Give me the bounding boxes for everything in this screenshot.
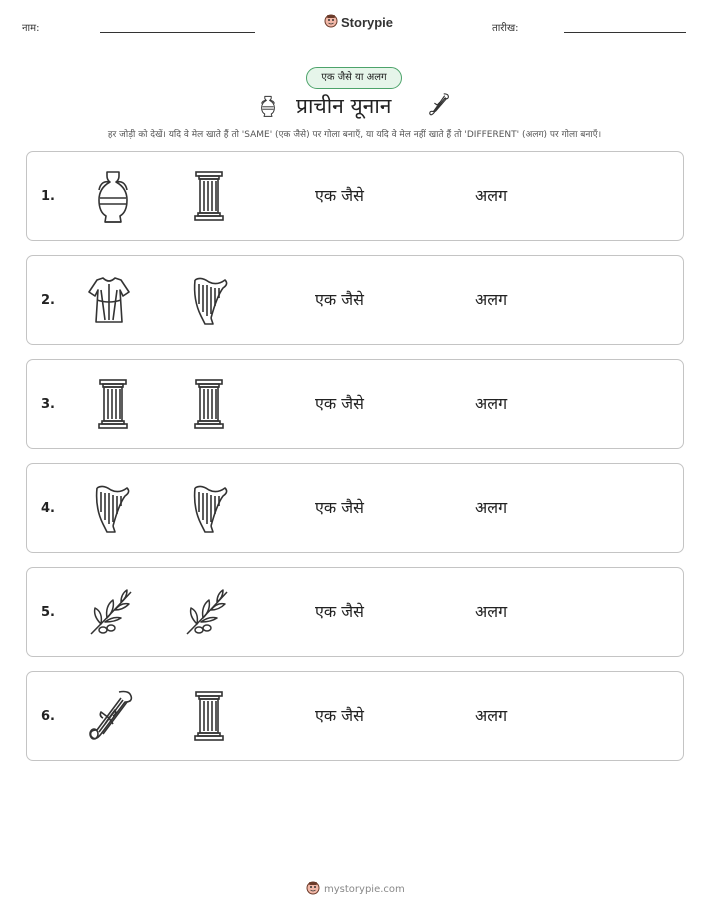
title-row xyxy=(0,88,709,122)
olive-branch-icon xyxy=(177,582,237,642)
different-option[interactable]: अलग xyxy=(475,290,508,309)
question-card-5 xyxy=(26,567,684,657)
question-number: 3. xyxy=(41,397,55,412)
question-number: 5. xyxy=(41,605,55,620)
footer-url[interactable]: mystorypie.com xyxy=(324,884,405,895)
same-option[interactable]: एक जैसे xyxy=(315,290,364,309)
harp-icon xyxy=(179,478,239,538)
same-option[interactable]: एक जैसे xyxy=(315,602,364,621)
question-card-2 xyxy=(26,255,684,345)
question-number: 4. xyxy=(41,501,55,516)
olive-branch-icon xyxy=(81,582,141,642)
column-icon xyxy=(83,374,143,434)
same-option[interactable]: एक जैसे xyxy=(315,706,364,725)
name-line[interactable] xyxy=(100,32,255,33)
date-line[interactable] xyxy=(564,32,686,33)
vase-icon xyxy=(83,166,143,226)
harp-icon xyxy=(179,270,239,330)
brand-logo xyxy=(324,13,393,32)
worksheet-type-badge: एक जैसे या अलग xyxy=(306,67,402,89)
same-option[interactable]: एक जैसे xyxy=(315,394,364,413)
page-footer xyxy=(306,880,405,899)
brand-name: Storypie xyxy=(341,15,394,30)
question-card-1 xyxy=(26,151,684,241)
different-option[interactable]: अलग xyxy=(475,186,508,205)
storypie-mascot-icon xyxy=(324,13,338,32)
harp-icon xyxy=(81,478,141,538)
page-title: प्राचीन यूनान xyxy=(296,94,392,118)
page-header xyxy=(0,0,709,40)
storypie-mascot-icon xyxy=(306,880,320,899)
instructions: हर जोड़ी को देखें। यदि वे मेल खाते हैं तो 'SAME' (एक जैसे) पर गोला बनाएँ, या यदि वे मेल नहीं खाते हैं तो 'DIFFERENT' (अलग) पर गोला बनाएँ। xyxy=(107,130,602,140)
question-number: 2. xyxy=(41,293,55,308)
same-option[interactable]: एक जैसे xyxy=(315,186,364,205)
name-label: नाम: xyxy=(22,23,40,34)
different-option[interactable]: अलग xyxy=(475,394,508,413)
same-option[interactable]: एक जैसे xyxy=(315,498,364,517)
different-option[interactable]: अलग xyxy=(475,498,508,517)
different-option[interactable]: अलग xyxy=(475,602,508,621)
column-icon xyxy=(179,686,239,746)
date-label: तारीख: xyxy=(492,23,519,34)
column-icon xyxy=(179,166,239,226)
scroll-icon xyxy=(81,686,141,746)
question-card-3 xyxy=(26,359,684,449)
column-icon xyxy=(179,374,239,434)
question-card-4 xyxy=(26,463,684,553)
vase-icon xyxy=(256,90,280,126)
question-card-6 xyxy=(26,671,684,761)
scroll-icon xyxy=(426,88,454,126)
question-number: 1. xyxy=(41,189,55,204)
different-option[interactable]: अलग xyxy=(475,706,508,725)
tunic-icon xyxy=(79,270,139,330)
question-number: 6. xyxy=(41,709,55,724)
